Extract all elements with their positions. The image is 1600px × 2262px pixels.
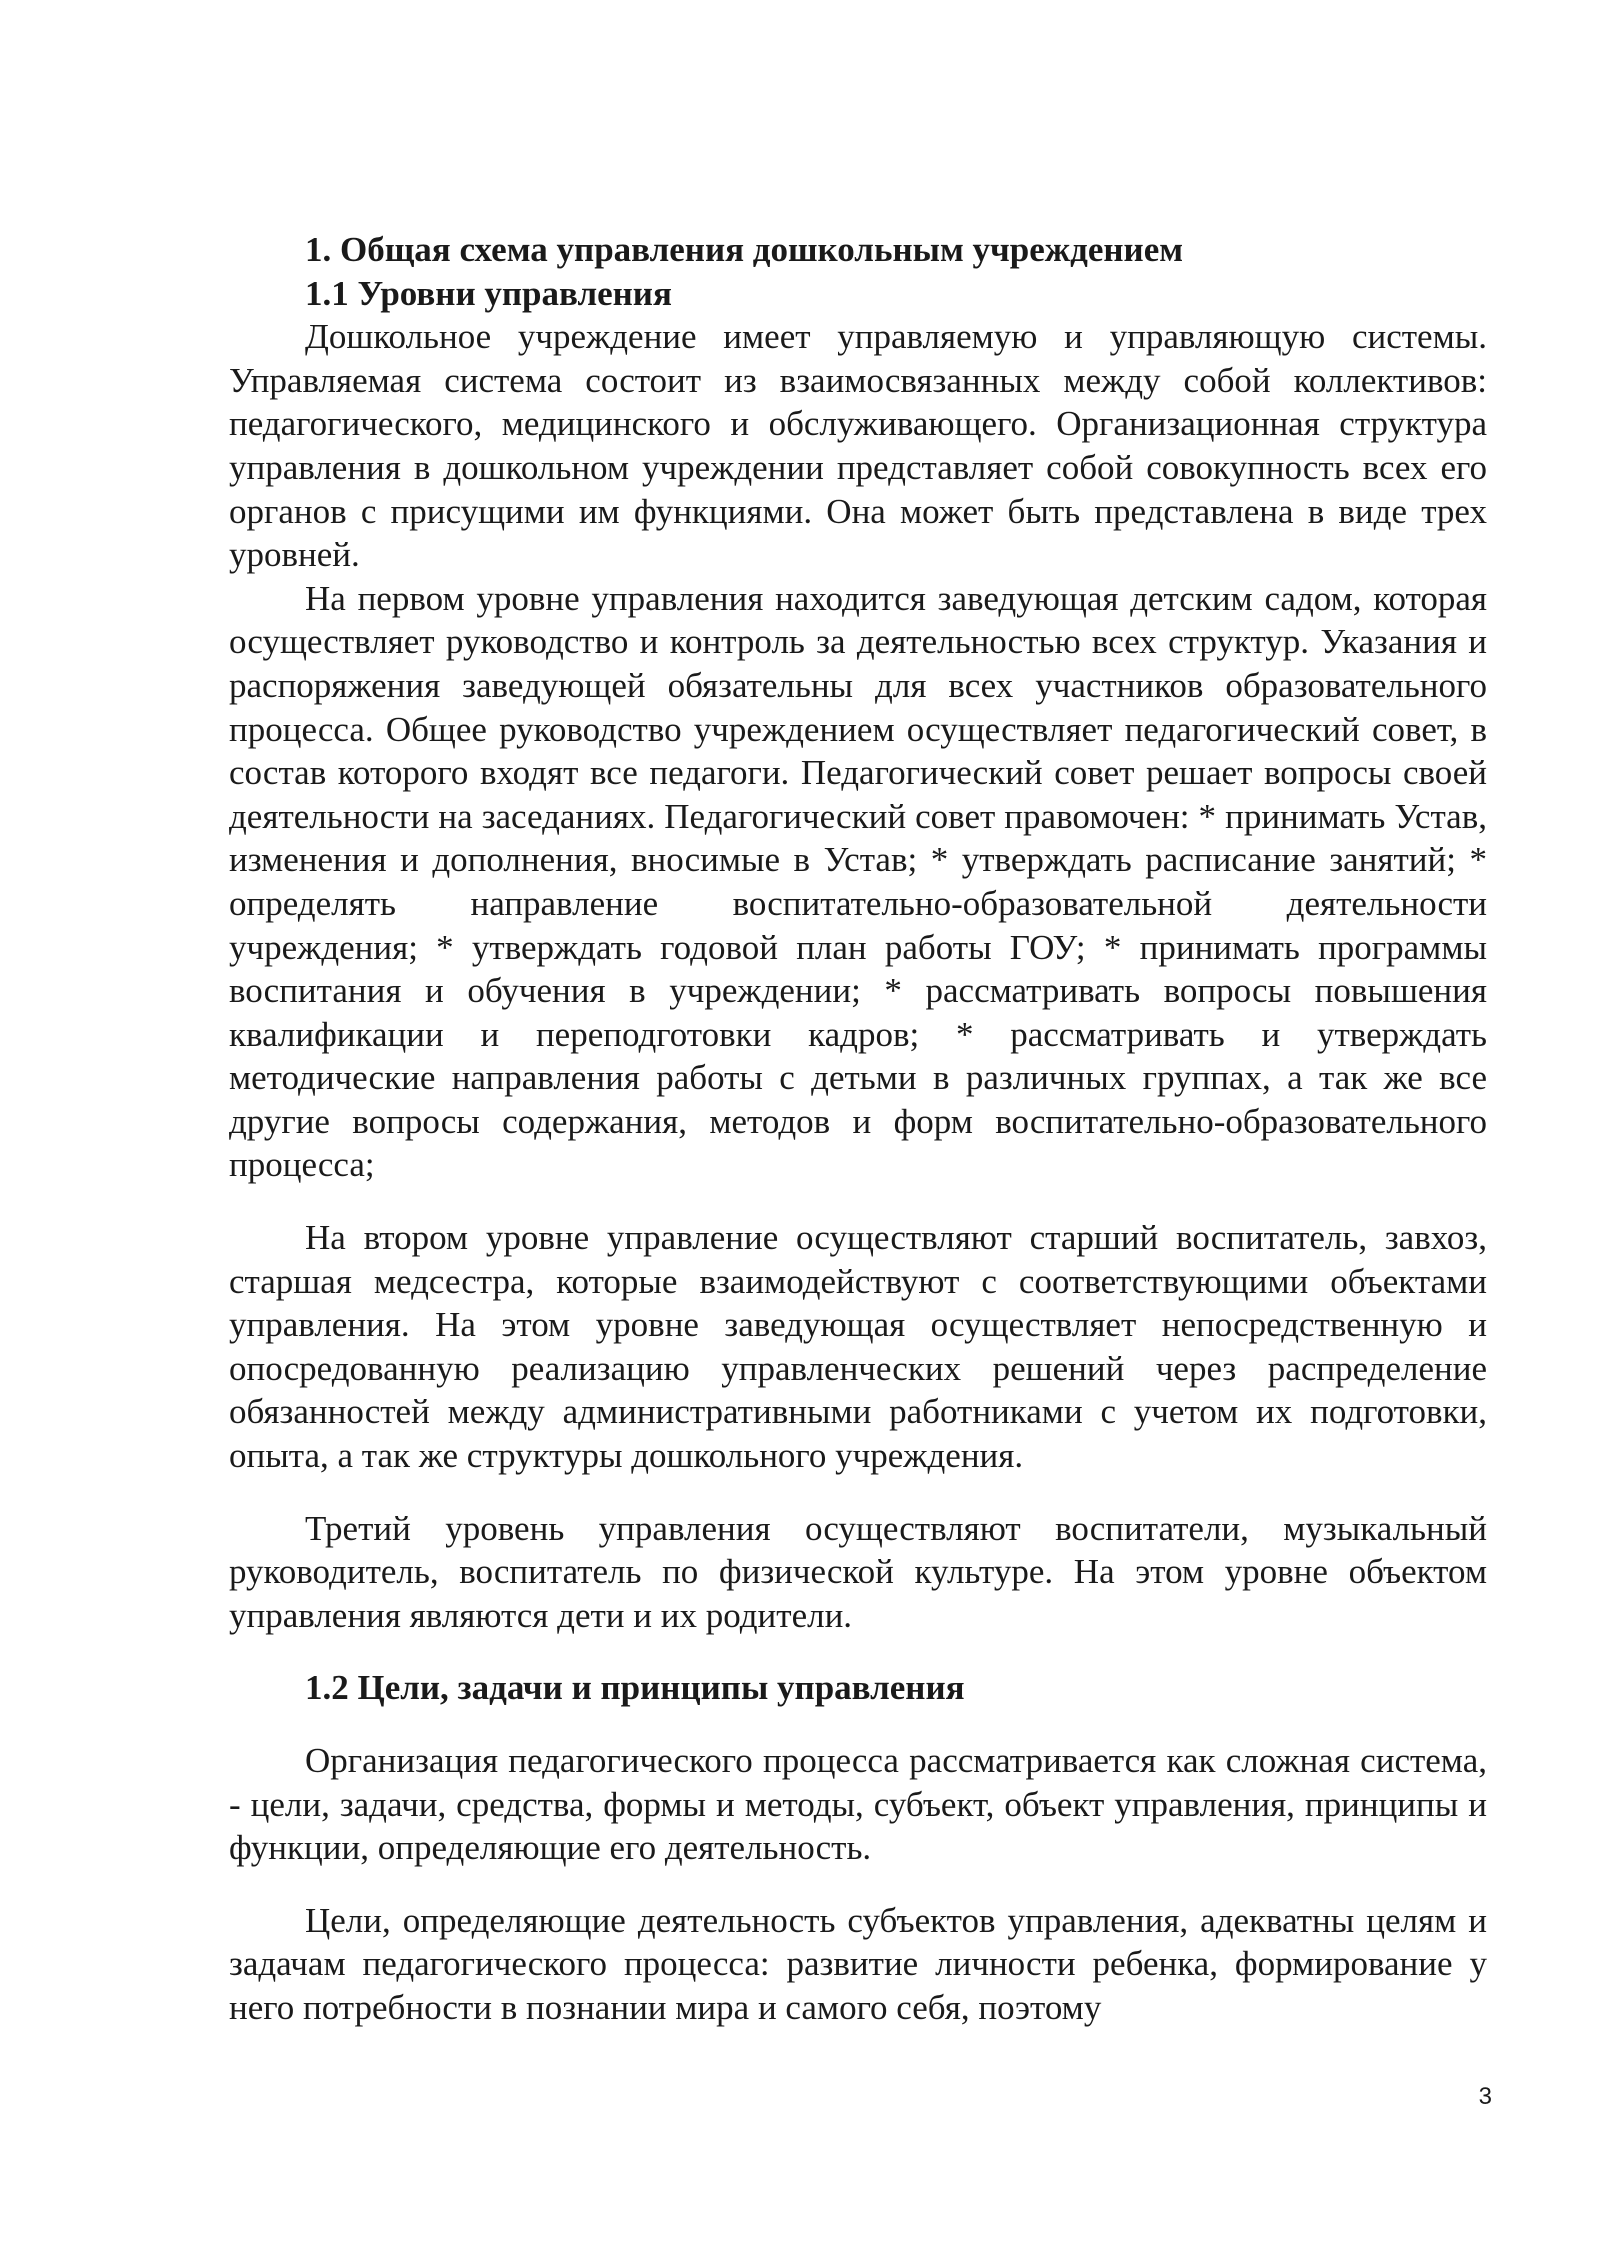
- subsection-heading-1-1: 1.1 Уровни управления: [305, 273, 672, 313]
- paragraph-second-level: На втором уровне управление осуществляют старший воспитатель, завхоз, старшая медсестра, которые взаимодействуют с соответствующими объектами управления. На этом уровне заведующая осуществляет непосредственную и опосредованную реализацию управленческих решений через распределение обязанностей между административными работниками с учетом их подготовки, опыта, а так же структуры дошкольного учреждения.: [229, 1218, 1487, 1476]
- paragraph-intro-structure: Дошкольное учреждение имеет управляемую и управляющую системы. Управляемая система состоит из взаимосвязанных между собой коллективов: педагогического, медицинского и обслуживающего. Организационная структура управления в дошкольном учреждении представляет собой совокупность всех его органов с присущими им функциями. Она может быть представлена в виде трех уровней.: [229, 317, 1487, 575]
- document-body: [229, 228, 1487, 2030]
- page-number: 3: [1478, 2083, 1492, 2110]
- paragraph-management-goals: Цели, определяющие деятельность субъектов управления, адекватны целям и задачам педагогического процесса: развитие личности ребенка, формирование у него потребности в познании мира и самого себя, поэтому: [229, 1900, 1487, 2027]
- section-heading-1: 1. Общая схема управления дошкольным учреждением: [305, 230, 1184, 269]
- paragraph-third-level: Третий уровень управления осуществляют воспитатели, музыкальный руководитель, воспитатель по физической культуре. На этом уровне объектом управления являются дети и их родители.: [229, 1508, 1487, 1635]
- paragraph-process-organization: Организация педагогического процесса рассматривается как сложная система, - цели, задачи, средства, формы и методы, субъект, объект управления, принципы и функции, определяющие его деятельность.: [229, 1741, 1487, 1868]
- paragraph-first-level: На первом уровне управления находится заведующая детским садом, которая осуществляет руководство и контроль за деятельностью всех структур. Указания и распоряжения заведующей обязательны для всех участников образовательного процесса. Общее руководство учреждением осуществляет педагогический совет, в состав которого входят все педагоги. Педагогический совет решает вопросы своей деятельности на заседаниях. Педагогический совет правомочен: * принимать Устав, изменения и дополнения, вносимые в Устав; * утверждать расписание занятий; * определять направление воспитательно-образовательной деятельности учреждения; * утверждать годовой план работы ГОУ; * принимать программы воспитания и обучения в учреждении; * рассматривать вопросы повышения квалификации и переподготовки кадров; * рассматривать и утверждать методические направления работы с детьми в различных группах, а так же все другие вопросы содержания, методов и форм воспитательно-образовательного процесса;: [229, 578, 1487, 1185]
- subsection-heading-1-2: 1.2 Цели, задачи и принципы управления: [305, 1668, 965, 1708]
